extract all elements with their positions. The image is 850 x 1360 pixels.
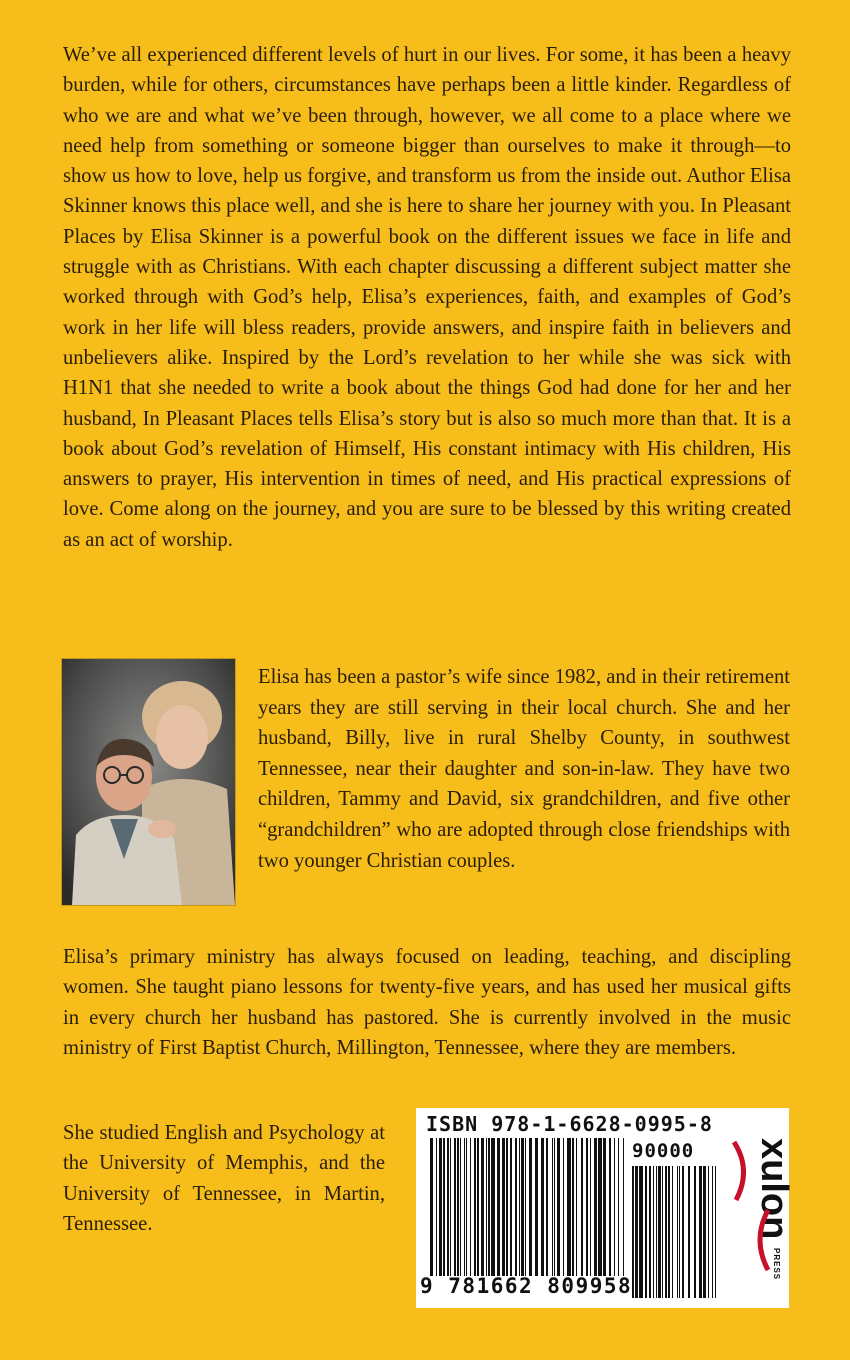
publisher-name: xulon	[753, 1138, 795, 1240]
ean-number: 9 781662 809958	[420, 1274, 633, 1298]
author-bio-paragraph-1: Elisa has been a pastor’s wife since 1982, and in their retirement years they are still serving in their local church. She and her husband, Billy, live in rural Shelby County, in southwest Tennessee, near their daughter and son-in-law. They have two children, Tammy and David, six grandchildren, and five other “grandchildren” who are adopted through close friendships with two younger Christian couples.	[258, 666, 790, 872]
xulon-press-logo	[722, 1130, 795, 1300]
publisher-sub: PRESS	[772, 1248, 781, 1281]
isbn-label: ISBN 978-1-6628-0995-8	[426, 1112, 713, 1136]
swoosh-icon	[734, 1142, 744, 1200]
isbn-barcode-panel	[416, 1108, 795, 1308]
author-photo	[62, 659, 235, 905]
back-cover-blurb: We’ve all experienced different levels of hurt in our lives. For some, it has been a heavy burden, while for others, circumstances have perhaps been a little kinder. Regardless of who we are and what we’ve been through, however, we all come to a place where we need help from something or someone bigger than ourselves to make it through—to show us how to love, help us forgive, and transform us from the inside out. Author Elisa Skinner knows this place well, and she is here to share her journey with you. In Pleasant Places by Elisa Skinner is a powerful book on the different issues we face in life and struggle with as Christians. With each chapter discussing a different subject matter she worked through with God’s help, Elisa’s experiences, faith, and examples of God’s work in her life will bless readers, provide answers, and inspire faith in believers and unbelievers alike. Inspired by the Lord’s revelation to her while she was sick with H1N1 that she needed to write a book about the things God had done for her and her husband, In Pleasant Places tells Elisa’s story but is also so much more than that. It is a book about God’s revelation of Himself, His constant intimacy with His children, His answers to prayer, His intervention in times of need, and His practical expressions of love. Come along on the journey, and you are sure to be blessed by this writing created as an act of worship.	[63, 44, 791, 551]
addon-number: 90000	[632, 1140, 695, 1162]
addon-barcode	[632, 1166, 716, 1298]
author-bio-paragraph-3: She studied English and Psychology at the University of Memphis, and the University of Tennessee, in Martin, Tennessee.	[63, 1122, 385, 1236]
ean-barcode	[430, 1138, 626, 1276]
author-bio-paragraph-2: Elisa’s primary ministry has always focused on leading, teaching, and discipling women. She taught piano lessons for twenty-five years, and has used her musical gifts in every church her husband has pastored. She is currently involved in the music ministry of First Baptist Church, Millington, Tennessee, where they are members.	[63, 946, 791, 1060]
